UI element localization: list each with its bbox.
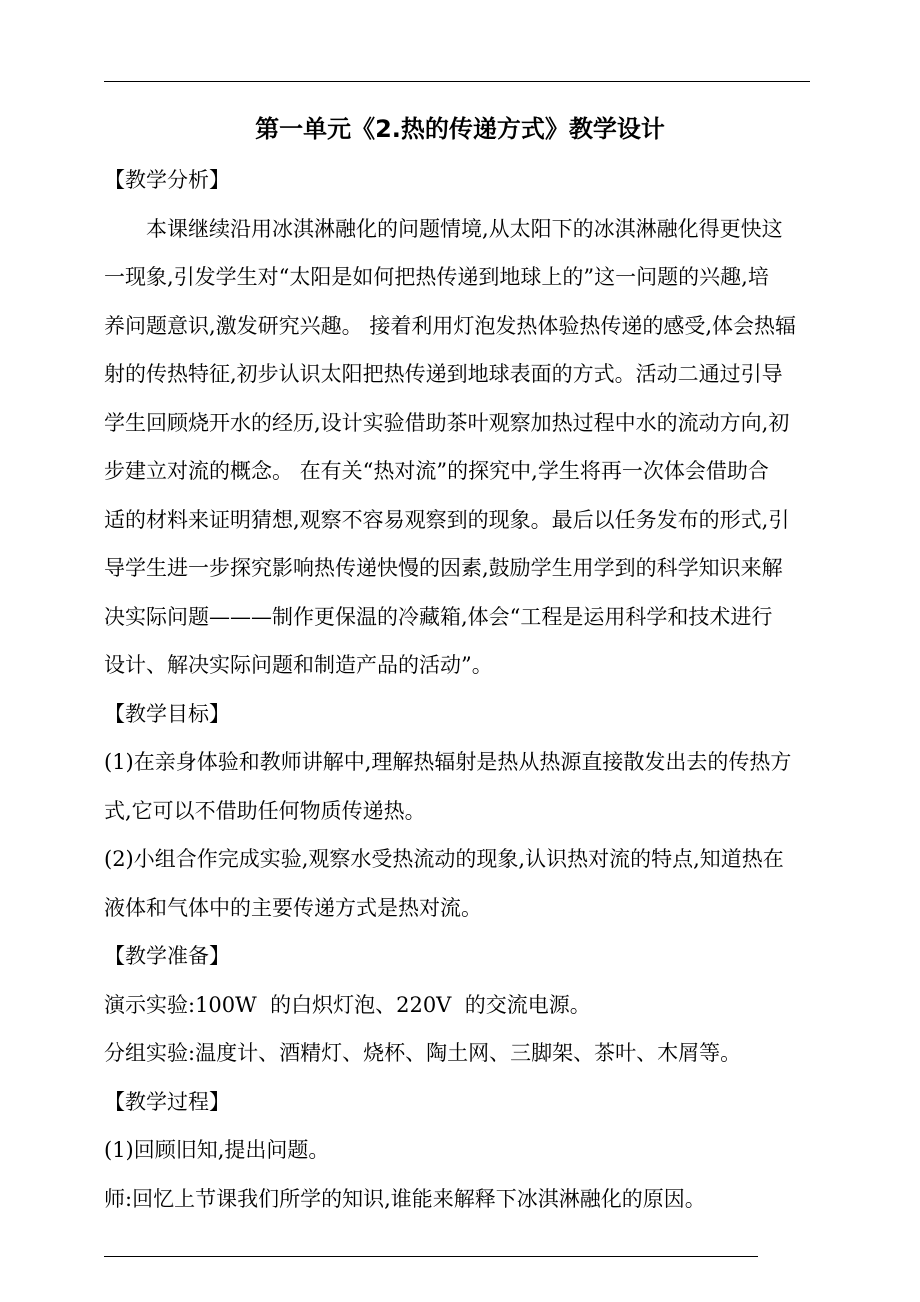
goal-line: 液体和气体中的主要传递方式是热对流。 [104,895,482,920]
paragraph-line: 养问题意识,激发研究兴趣。 接着利用灯泡发热体验热传递的感受,体会热辐 [104,313,797,338]
process-line: 师:回忆上节课我们所学的知识,谁能来解释下冰淇淋融化的原因。 [104,1186,706,1211]
paragraph-line: 决实际问题———制作更保温的冷藏箱,体会“工程是运用科学和技术进行 [104,604,773,629]
preparation-line: 演示实验:100W 的白炽灯泡、220V 的交流电源。 [104,992,591,1017]
header-rule [104,81,810,82]
footer-rule [104,1256,758,1257]
goal-line: (2)小组合作完成实验,观察水受热流动的现象,认识热对流的特点,知道热在 [104,847,784,871]
section-heading-analysis: 【教学分析】 [104,168,230,192]
document-title: 第一单元《2.热的传递方式》教学设计 [255,115,665,143]
section-heading-preparation: 【教学准备】 [104,944,230,968]
process-list [104,1126,816,1223]
section-heading-goals: 【教学目标】 [104,701,230,726]
preparation-list [104,981,816,1078]
goal-line: 式,它可以不借助任何物质传递热。 [104,798,426,823]
analysis-paragraph [104,205,816,690]
paragraph-line: 一现象,引发学生对“太阳是如何把热传递到地球上的”这一问题的兴趣,培 [104,265,769,289]
preparation-line: 分组实验:温度计、酒精灯、烧杯、陶土网、三脚架、茶叶、木屑等。 [104,1041,742,1065]
paragraph-line: 步建立对流的概念。 在有关“热对流”的探究中,学生将再一次体会借助合 [104,459,769,483]
paragraph-line: 本课继续沿用冰淇淋融化的问题情境,从太阳下的冰淇淋融化得更快这 [146,216,783,241]
paragraph-line: 导学生进一步探究影响热传递快慢的因素,鼓励学生用学到的科学知识来解 [104,556,783,580]
goal-line: (1)在亲身体验和教师讲解中,理解热辐射是热从热源直接散发出去的传热方 [104,750,792,774]
document-body [104,110,816,1223]
goals-list [104,738,816,932]
paragraph-line: 学生回顾烧开水的经历,设计实验借助茶叶观察加热过程中水的流动方向,初 [104,410,790,435]
process-line: (1)回顾旧知,提出问题。 [104,1138,330,1162]
paragraph-line: 适的材料来证明猜想,观察不容易观察到的现象。最后以任务发布的形式,引 [104,507,790,532]
paragraph-line: 设计、解决实际问题和制造产品的活动”。 [104,653,493,677]
section-heading-process: 【教学过程】 [104,1089,230,1114]
paragraph-line: 射的传热特征,初步认识太阳把热传递到地球表面的方式。活动二通过引导 [104,362,783,386]
